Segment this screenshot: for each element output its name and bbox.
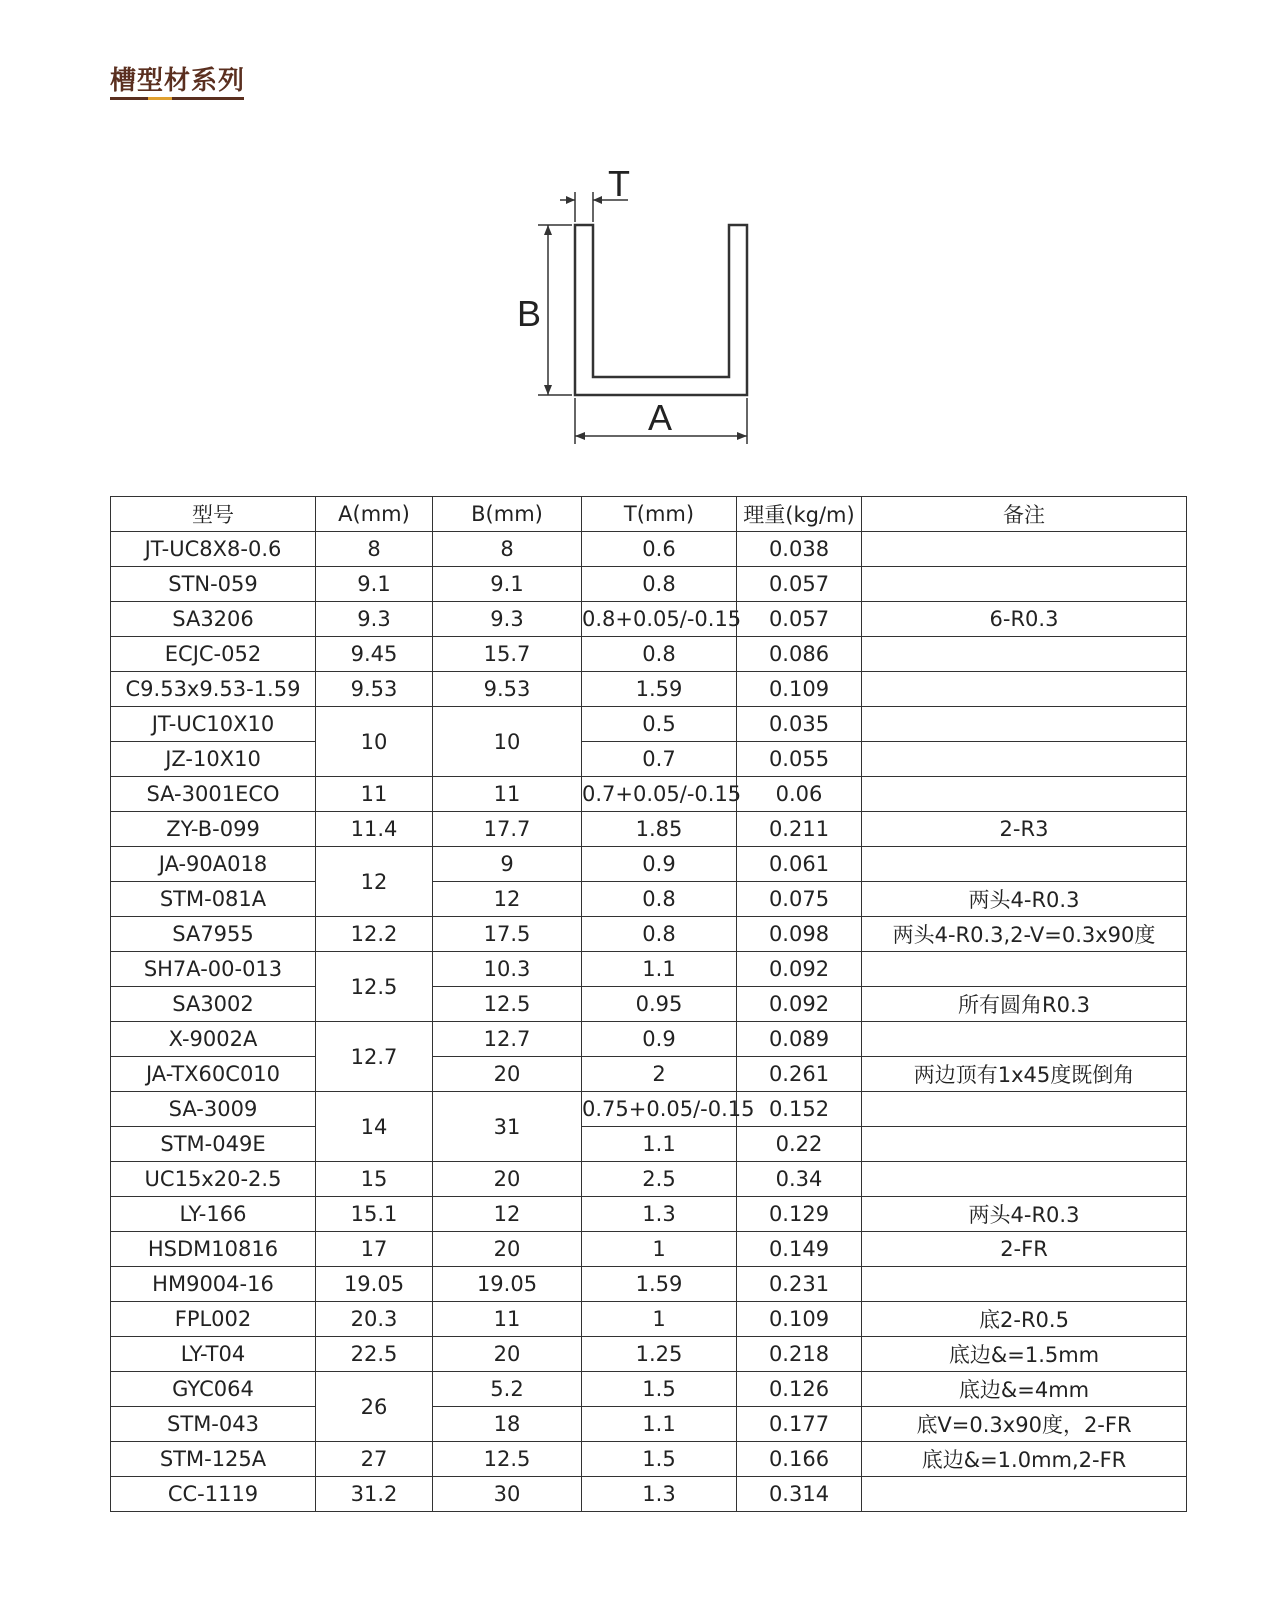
cell-t: 1.3 [582,1197,737,1232]
cell-b: 10 [433,707,582,777]
cell-model: ZY-B-099 [111,812,316,847]
cell-weight: 0.218 [737,1337,862,1372]
cell-model: SH7A-00-013 [111,952,316,987]
cell-a: 11 [316,777,433,812]
cell-t: 0.5 [582,707,737,742]
table-row [111,1057,1187,1092]
cell-t: 1.5 [582,1442,737,1477]
dimension-t-label: T [608,163,630,204]
cell-weight: 0.211 [737,812,862,847]
cell-b: 12 [433,1197,582,1232]
cell-weight: 0.22 [737,1127,862,1162]
cell-note [862,742,1187,777]
cell-a: 8 [316,532,433,567]
cell-weight: 0.038 [737,532,862,567]
cell-b: 12 [433,882,582,917]
table-row [111,847,1187,882]
cell-note [862,1162,1187,1197]
cell-model: SA-3001ECO [111,777,316,812]
table-row [111,1302,1187,1337]
cell-b: 5.2 [433,1372,582,1407]
cell-b: 9.1 [433,567,582,602]
cell-model: SA3206 [111,602,316,637]
cell-note: 6-R0.3 [862,602,1187,637]
cell-a: 12.7 [316,1022,433,1092]
cell-b: 9.3 [433,602,582,637]
cell-a: 19.05 [316,1267,433,1302]
cell-note [862,672,1187,707]
cell-note: 底边&=4mm [862,1372,1187,1407]
cell-weight: 0.149 [737,1232,862,1267]
cell-model: HM9004-16 [111,1267,316,1302]
cell-t: 0.8 [582,637,737,672]
header-b: B(mm) [433,497,582,532]
cell-a: 11.4 [316,812,433,847]
cell-model: FPL002 [111,1302,316,1337]
cell-b: 20 [433,1162,582,1197]
cell-model: LY-166 [111,1197,316,1232]
table-row [111,952,1187,987]
cell-note: 底边&=1.5mm [862,1337,1187,1372]
dimension-b-label: B [517,293,542,334]
cell-a: 9.53 [316,672,433,707]
cell-weight: 0.109 [737,1302,862,1337]
cell-b: 17.7 [433,812,582,847]
cell-weight: 0.061 [737,847,862,882]
cell-note: 两边顶有1x45度既倒角 [862,1057,1187,1092]
table-row [111,777,1187,812]
cell-a: 10 [316,707,433,777]
cell-b: 19.05 [433,1267,582,1302]
cell-model: JZ-10X10 [111,742,316,777]
cell-note [862,532,1187,567]
cell-t: 2 [582,1057,737,1092]
cell-b: 17.5 [433,917,582,952]
cell-t: 0.75+0.05/-0.15 [582,1092,737,1127]
table-row [111,812,1187,847]
cell-b: 31 [433,1092,582,1162]
cell-b: 15.7 [433,637,582,672]
cell-weight: 0.055 [737,742,862,777]
cell-note [862,1022,1187,1057]
cell-weight: 0.035 [737,707,862,742]
cell-t: 0.8 [582,567,737,602]
table-row [111,1127,1187,1162]
table-row [111,742,1187,777]
cell-note: 底边&=1.0mm,2-FR [862,1442,1187,1477]
cell-weight: 0.166 [737,1442,862,1477]
channel-profile-diagram [510,155,770,455]
title-underline [110,97,244,100]
cell-model: SA7955 [111,917,316,952]
cell-model: GYC064 [111,1372,316,1407]
cell-a: 9.3 [316,602,433,637]
cell-t: 1 [582,1232,737,1267]
cell-weight: 0.177 [737,1407,862,1442]
table-row [111,707,1187,742]
title-accent [148,97,172,100]
cell-model: LY-T04 [111,1337,316,1372]
cell-model: C9.53x9.53-1.59 [111,672,316,707]
table-row [111,1372,1187,1407]
cell-b: 12.5 [433,1442,582,1477]
table-row [111,1162,1187,1197]
cell-t: 1.59 [582,1267,737,1302]
cell-note [862,637,1187,672]
table-row [111,1442,1187,1477]
cell-b: 20 [433,1232,582,1267]
cell-t: 0.9 [582,1022,737,1057]
cell-note: 两头4-R0.3,2-V=0.3x90度 [862,917,1187,952]
table-row [111,1092,1187,1127]
cell-t: 1.1 [582,1127,737,1162]
cell-b: 9.53 [433,672,582,707]
cell-weight: 0.057 [737,567,862,602]
cell-t: 1.85 [582,812,737,847]
channel-outline [575,225,747,395]
cell-model: X-9002A [111,1022,316,1057]
header-note: 备注 [862,497,1187,532]
cell-weight: 0.075 [737,882,862,917]
cell-weight: 0.092 [737,987,862,1022]
table-row [111,637,1187,672]
cell-t: 0.8+0.05/-0.15 [582,602,737,637]
cell-note [862,1092,1187,1127]
cell-weight: 0.34 [737,1162,862,1197]
cell-note [862,1127,1187,1162]
cell-t: 1.5 [582,1372,737,1407]
cell-a: 12.5 [316,952,433,1022]
cell-t: 2.5 [582,1162,737,1197]
cell-b: 20 [433,1057,582,1092]
table-row [111,532,1187,567]
cell-a: 9.45 [316,637,433,672]
channel-spec-table [110,496,1187,1512]
cell-t: 1.25 [582,1337,737,1372]
cell-model: STM-125A [111,1442,316,1477]
cell-b: 12.7 [433,1022,582,1057]
cell-note: 两头4-R0.3 [862,882,1187,917]
cell-t: 1.1 [582,1407,737,1442]
cell-weight: 0.057 [737,602,862,637]
cell-t: 1.59 [582,672,737,707]
cell-b: 12.5 [433,987,582,1022]
cell-t: 0.9 [582,847,737,882]
cell-t: 1 [582,1302,737,1337]
cell-model: JT-UC10X10 [111,707,316,742]
table-row [111,1477,1187,1512]
cell-model: SA3002 [111,987,316,1022]
cell-note: 2-R3 [862,812,1187,847]
cell-weight: 0.231 [737,1267,862,1302]
table-row [111,1232,1187,1267]
cell-b: 10.3 [433,952,582,987]
cell-b: 11 [433,1302,582,1337]
cell-weight: 0.314 [737,1477,862,1512]
cell-t: 0.95 [582,987,737,1022]
cell-model: UC15x20-2.5 [111,1162,316,1197]
cell-model: HSDM10816 [111,1232,316,1267]
cell-model: STN-059 [111,567,316,602]
cell-model: ECJC-052 [111,637,316,672]
cell-weight: 0.126 [737,1372,862,1407]
cell-a: 22.5 [316,1337,433,1372]
table-row [111,1337,1187,1372]
cell-weight: 0.109 [737,672,862,707]
cell-t: 0.6 [582,532,737,567]
cell-a: 15.1 [316,1197,433,1232]
cell-weight: 0.089 [737,1022,862,1057]
table-row [111,1197,1187,1232]
cell-weight: 0.261 [737,1057,862,1092]
cell-weight: 0.06 [737,777,862,812]
cell-weight: 0.129 [737,1197,862,1232]
cell-b: 18 [433,1407,582,1442]
cell-a: 12 [316,847,433,917]
cell-b: 9 [433,847,582,882]
cell-a: 27 [316,1442,433,1477]
cell-weight: 0.086 [737,637,862,672]
cell-t: 1.3 [582,1477,737,1512]
cell-note: 底2-R0.5 [862,1302,1187,1337]
cell-model: JA-90A018 [111,847,316,882]
cell-note: 底V=0.3x90度，2-FR [862,1407,1187,1442]
cell-a: 26 [316,1372,433,1442]
cell-t: 0.7+0.05/-0.15 [582,777,737,812]
cell-a: 12.2 [316,917,433,952]
table-header-row [111,497,1187,532]
cell-t: 1.1 [582,952,737,987]
cell-weight: 0.098 [737,917,862,952]
table-row [111,672,1187,707]
header-a: A(mm) [316,497,433,532]
cell-note: 两头4-R0.3 [862,1197,1187,1232]
table-row [111,882,1187,917]
table-row [111,987,1187,1022]
table-row [111,602,1187,637]
cell-t: 0.7 [582,742,737,777]
cell-model: STM-043 [111,1407,316,1442]
dimension-a-label: A [648,397,673,438]
cell-a: 14 [316,1092,433,1162]
cell-b: 11 [433,777,582,812]
cell-t: 0.8 [582,917,737,952]
cell-note [862,567,1187,602]
cell-note [862,1477,1187,1512]
cell-model: STM-081A [111,882,316,917]
table-row [111,1407,1187,1442]
cell-model: JT-UC8X8-0.6 [111,532,316,567]
cell-note [862,847,1187,882]
cell-note [862,1267,1187,1302]
table-row [111,917,1187,952]
cell-note: 2-FR [862,1232,1187,1267]
cell-note: 所有圆角R0.3 [862,987,1187,1022]
table-row [111,567,1187,602]
page-title: 槽型材系列 [110,66,246,96]
cell-weight: 0.152 [737,1092,862,1127]
cell-t: 0.8 [582,882,737,917]
cell-model: SA-3009 [111,1092,316,1127]
header-model: 型号 [111,497,316,532]
cell-a: 20.3 [316,1302,433,1337]
cell-note [862,777,1187,812]
cell-b: 20 [433,1337,582,1372]
table-row [111,1022,1187,1057]
cell-a: 9.1 [316,567,433,602]
cell-model: STM-049E [111,1127,316,1162]
cell-a: 17 [316,1232,433,1267]
cell-a: 31.2 [316,1477,433,1512]
header-weight: 理重(kg/m) [737,497,862,532]
cell-model: CC-1119 [111,1477,316,1512]
cell-weight: 0.092 [737,952,862,987]
cell-b: 8 [433,532,582,567]
cell-model: JA-TX60C010 [111,1057,316,1092]
header-t: T(mm) [582,497,737,532]
table-row [111,1267,1187,1302]
cell-b: 30 [433,1477,582,1512]
cell-note [862,707,1187,742]
cell-note [862,952,1187,987]
cell-a: 15 [316,1162,433,1197]
